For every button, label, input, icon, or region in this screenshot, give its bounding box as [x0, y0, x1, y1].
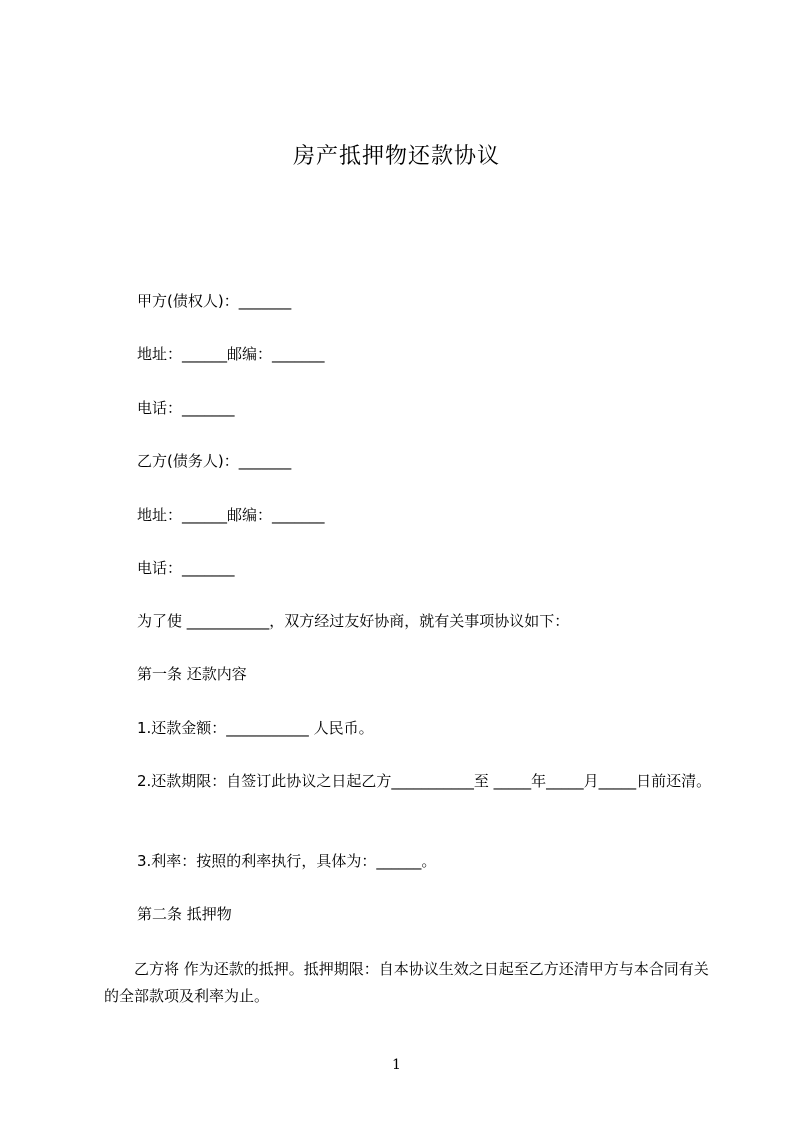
party-b-phone-line: 电话：_______ [137, 559, 235, 577]
article2-heading: 第二条 抵押物 [137, 905, 232, 923]
party-b-line: 乙方(债务人)：_______ [137, 452, 292, 470]
party-a-line: 甲方(债权人)：_______ [137, 292, 292, 310]
article2-body: 乙方将 作为还款的抵押。抵押期限：自本协议生效之日起至乙方还清甲方与本合同有关的全部款项及利率为止。 [104, 960, 709, 1005]
clause2-term: 2.还款期限：自签订此协议之日起乙方___________至 _____年_____月_____日前还清。 [137, 772, 712, 790]
party-a-phone-line: 电话：_______ [137, 399, 235, 417]
party-a-address-line: 地址：______邮编：_______ [137, 345, 325, 363]
document-title: 房产抵押物还款协议 [292, 144, 500, 169]
clause3-rate: 3.利率：按照的利率执行，具体为：______。 [137, 852, 437, 870]
party-b-address-line: 地址：______邮编：_______ [137, 506, 325, 524]
clause1-amount: 1.还款金额：___________ 人民币。 [137, 719, 374, 737]
article1-heading: 第一条 还款内容 [137, 665, 247, 683]
page-number: 1 [392, 1057, 401, 1073]
preamble-line: 为了使 ___________，双方经过友好协商，就有关事项协议如下： [137, 612, 570, 630]
